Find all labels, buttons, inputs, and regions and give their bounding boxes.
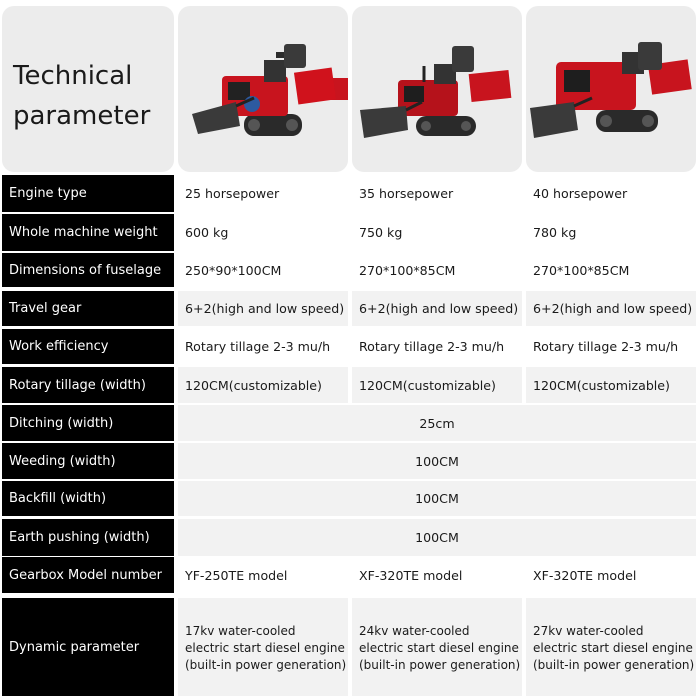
dimensions-40hp: 270*100*85CM <box>526 253 696 287</box>
rotary-tillage-35hp: 120CM(customizable) <box>352 367 522 403</box>
machine-image-25hp <box>178 6 348 172</box>
row-label-gearbox: Gearbox Model number <box>2 557 174 593</box>
title-cell <box>2 6 174 172</box>
row-label-weeding: Weeding (width) <box>2 443 174 479</box>
rotary-tillage-25hp: 120CM(customizable) <box>178 367 348 403</box>
work-efficiency-25hp: Rotary tillage 2-3 mu/h <box>178 329 348 364</box>
earth-pushing-value: 100CM <box>178 519 696 556</box>
dimensions-35hp: 270*100*85CM <box>352 253 522 287</box>
row-label-weight: Whole machine weight <box>2 214 174 251</box>
row-label-dynamic-parameter: Dynamic parameter <box>2 598 174 696</box>
engine-type-35hp: 35 horsepower <box>352 175 522 212</box>
page-title: Technical parameter <box>13 61 151 131</box>
work-efficiency-35hp: Rotary tillage 2-3 mu/h <box>352 329 522 364</box>
dynamic-line: 24kv water-cooled <box>359 623 470 638</box>
row-label-rotary-tillage: Rotary tillage (width) <box>2 367 174 403</box>
travel-gear-40hp: 6+2(high and low speed) <box>526 291 696 326</box>
weight-35hp: 750 kg <box>352 214 522 251</box>
crawler-tractor-icon <box>526 6 696 172</box>
weeding-value: 100CM <box>178 443 696 479</box>
engine-type-25hp: 25 horsepower <box>178 175 348 212</box>
gearbox-25hp: YF-250TE model <box>178 557 348 593</box>
weight-25hp: 600 kg <box>178 214 348 251</box>
dynamic-line: electric start diesel engine <box>533 640 693 655</box>
work-efficiency-40hp: Rotary tillage 2-3 mu/h <box>526 329 696 364</box>
row-label-ditching: Ditching (width) <box>2 405 174 441</box>
dynamic-line: 27kv water-cooled <box>533 623 644 638</box>
row-label-engine-type: Engine type <box>2 175 174 212</box>
dynamic-parameter-25hp <box>178 598 348 696</box>
dynamic-line: electric start diesel engine <box>185 640 345 655</box>
dynamic-line: (built-in power generation) <box>533 657 695 672</box>
gearbox-35hp: XF-320TE model <box>352 557 522 593</box>
row-label-earth-pushing: Earth pushing (width) <box>2 519 174 556</box>
dynamic-line: (built-in power generation) <box>359 657 521 672</box>
row-label-travel-gear: Travel gear <box>2 291 174 326</box>
weight-40hp: 780 kg <box>526 214 696 251</box>
crawler-tractor-icon <box>178 6 348 172</box>
engine-type-40hp: 40 horsepower <box>526 175 696 212</box>
travel-gear-35hp: 6+2(high and low speed) <box>352 291 522 326</box>
dynamic-line: 17kv water-cooled <box>185 623 296 638</box>
backfill-value: 100CM <box>178 481 696 516</box>
dynamic-line: electric start diesel engine <box>359 640 519 655</box>
dynamic-line: (built-in power generation) <box>185 657 347 672</box>
ditching-value: 25cm <box>178 405 696 441</box>
machine-image-40hp <box>526 6 696 172</box>
row-label-dimensions: Dimensions of fuselage <box>2 253 174 287</box>
machine-image-35hp <box>352 6 522 172</box>
gearbox-40hp: XF-320TE model <box>526 557 696 593</box>
dynamic-parameter-40hp <box>526 598 696 696</box>
row-label-work-efficiency: Work efficiency <box>2 329 174 364</box>
crawler-tractor-icon <box>352 6 522 172</box>
travel-gear-25hp: 6+2(high and low speed) <box>178 291 348 326</box>
row-label-backfill: Backfill (width) <box>2 481 174 516</box>
rotary-tillage-40hp: 120CM(customizable) <box>526 367 696 403</box>
dimensions-25hp: 250*90*100CM <box>178 253 348 287</box>
dynamic-parameter-35hp <box>352 598 522 696</box>
